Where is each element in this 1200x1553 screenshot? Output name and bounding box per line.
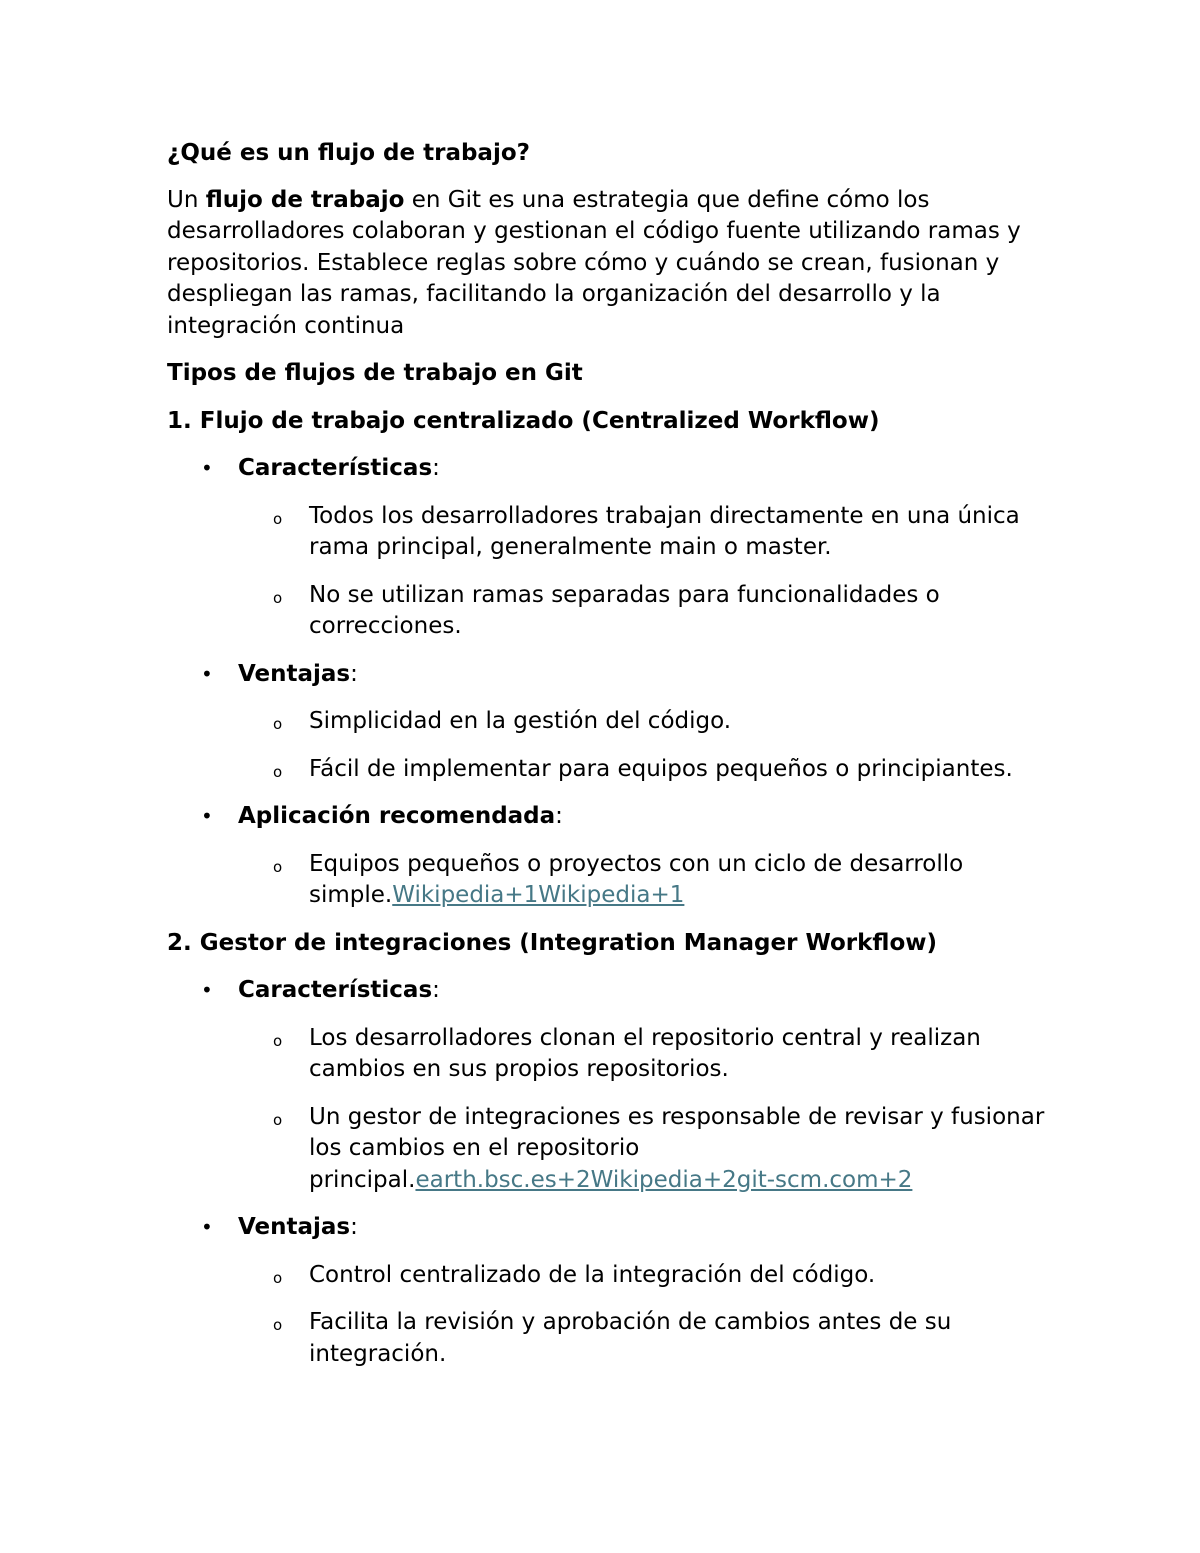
bullet-label [238,803,563,829]
sub-bullet-text: Facilita la revisión y aprobación de cambios antes de su integración. [309,1309,952,1367]
bullet-list [167,453,1047,912]
bullet-dot-icon: • [201,661,213,686]
section-heading: 1. Flujo de trabajo centralizado (Centralized Workflow) [167,407,880,434]
section-heading: 2. Gestor de integraciones (Integration Manager Workflow) [167,929,938,956]
sub-bullet-item [238,706,1047,738]
sub-bullet-item [238,1023,1047,1086]
bullet-label [238,455,440,481]
sub-bullet-text: Equipos pequeños o proyectos con un ciclo de desarrollo simple. [309,850,964,908]
source-link[interactable]: earth.bsc.es+2Wikipedia+2git-scm.com+2 [415,1166,913,1193]
circle-bullet-icon: o [273,1031,283,1050]
label-colon: : [432,977,440,1003]
bullet-label-text: Ventajas [238,1214,351,1240]
sub-bullet-item [238,849,1047,912]
sub-bullet-list [238,1023,1047,1197]
bullet-label [238,661,358,687]
sub-bullet-text: Fácil de implementar para equipos pequeños o principiantes. [309,755,1013,782]
sub-bullet-text: Un gestor de integraciones es responsable de revisar y fusionar los cambios en el repositorio principal. [309,1103,1045,1193]
sub-bullet-list [238,1260,1047,1371]
bullet-list [167,975,1047,1370]
bullet-item [167,975,1047,1196]
sub-bullet-item [238,1102,1047,1197]
sub-bullet-text: Simplicidad en la gestión del código. [309,708,732,734]
question-heading: ¿Qué es un flujo de trabajo? [167,140,530,166]
bullet-label [238,977,440,1003]
bullet-dot-icon: • [201,1215,213,1239]
bullet-label-text: Características [238,977,433,1003]
bullet-item [167,801,1047,912]
bullet-item [167,453,1047,643]
bullet-dot-icon: • [201,978,213,1002]
circle-bullet-icon: o [273,1268,283,1287]
intro-bold-term: flujo de trabajo [205,186,405,213]
circle-bullet-icon: o [273,509,283,528]
sub-bullet-item [238,1307,1047,1370]
bullet-dot-icon: • [201,456,213,480]
intro-paragraph [167,185,1047,343]
label-colon: : [432,455,440,481]
bullet-item [167,659,1047,786]
bullet-label-text: Aplicación recomendada [238,803,556,829]
circle-bullet-icon: o [273,1110,283,1129]
document-page [167,138,1047,1386]
circle-bullet-icon: o [273,762,283,781]
source-link[interactable]: Wikipedia+1Wikipedia+1 [392,882,685,908]
circle-bullet-icon: o [273,588,283,607]
sub-bullet-item [238,1260,1047,1292]
label-colon: : [350,660,358,687]
sub-bullet-text: Los desarrolladores clonan el repositorio central y realizan cambios en sus propios repositorios. [309,1024,981,1082]
sub-bullet-text: Control centralizado de la integración del código. [309,1261,876,1288]
sub-bullet-item [238,580,1047,643]
bullet-label-text: Características [238,455,433,481]
intro-text: en Git es una estrategia que define cómo los desarrolladores colaboran y gestionan el código fuente utilizando ramas y repositorios. Establece reglas sobre cómo y cuándo se crean, fusionan y despliegan las ramas, facilitando la organización del desarrollo y la integración continua [167,186,1021,339]
circle-bullet-icon: o [273,1316,283,1334]
sub-bullet-list [238,849,1047,912]
sub-bullet-text: No se utilizan ramas separadas para funcionalidades o correcciones. [309,581,940,639]
sub-bullet-list [238,501,1047,643]
workflow-sections [167,406,1047,1371]
sub-bullet-list [238,706,1047,785]
circle-bullet-icon: o [273,715,283,733]
circle-bullet-icon: o [273,857,283,876]
bullet-dot-icon: • [201,804,213,828]
sub-bullet-item [238,501,1047,564]
sub-bullet-item [238,754,1047,786]
label-colon: : [555,803,563,829]
types-heading: Tipos de flujos de trabajo en Git [167,360,583,386]
sub-bullet-text: Todos los desarrolladores trabajan directamente en una única rama principal, generalmente main o master. [309,502,1020,560]
bullet-label-text: Ventajas [238,660,351,687]
intro-prefix: Un [167,186,206,213]
bullet-label [238,1214,358,1240]
bullet-item [167,1212,1047,1370]
label-colon: : [350,1214,358,1240]
